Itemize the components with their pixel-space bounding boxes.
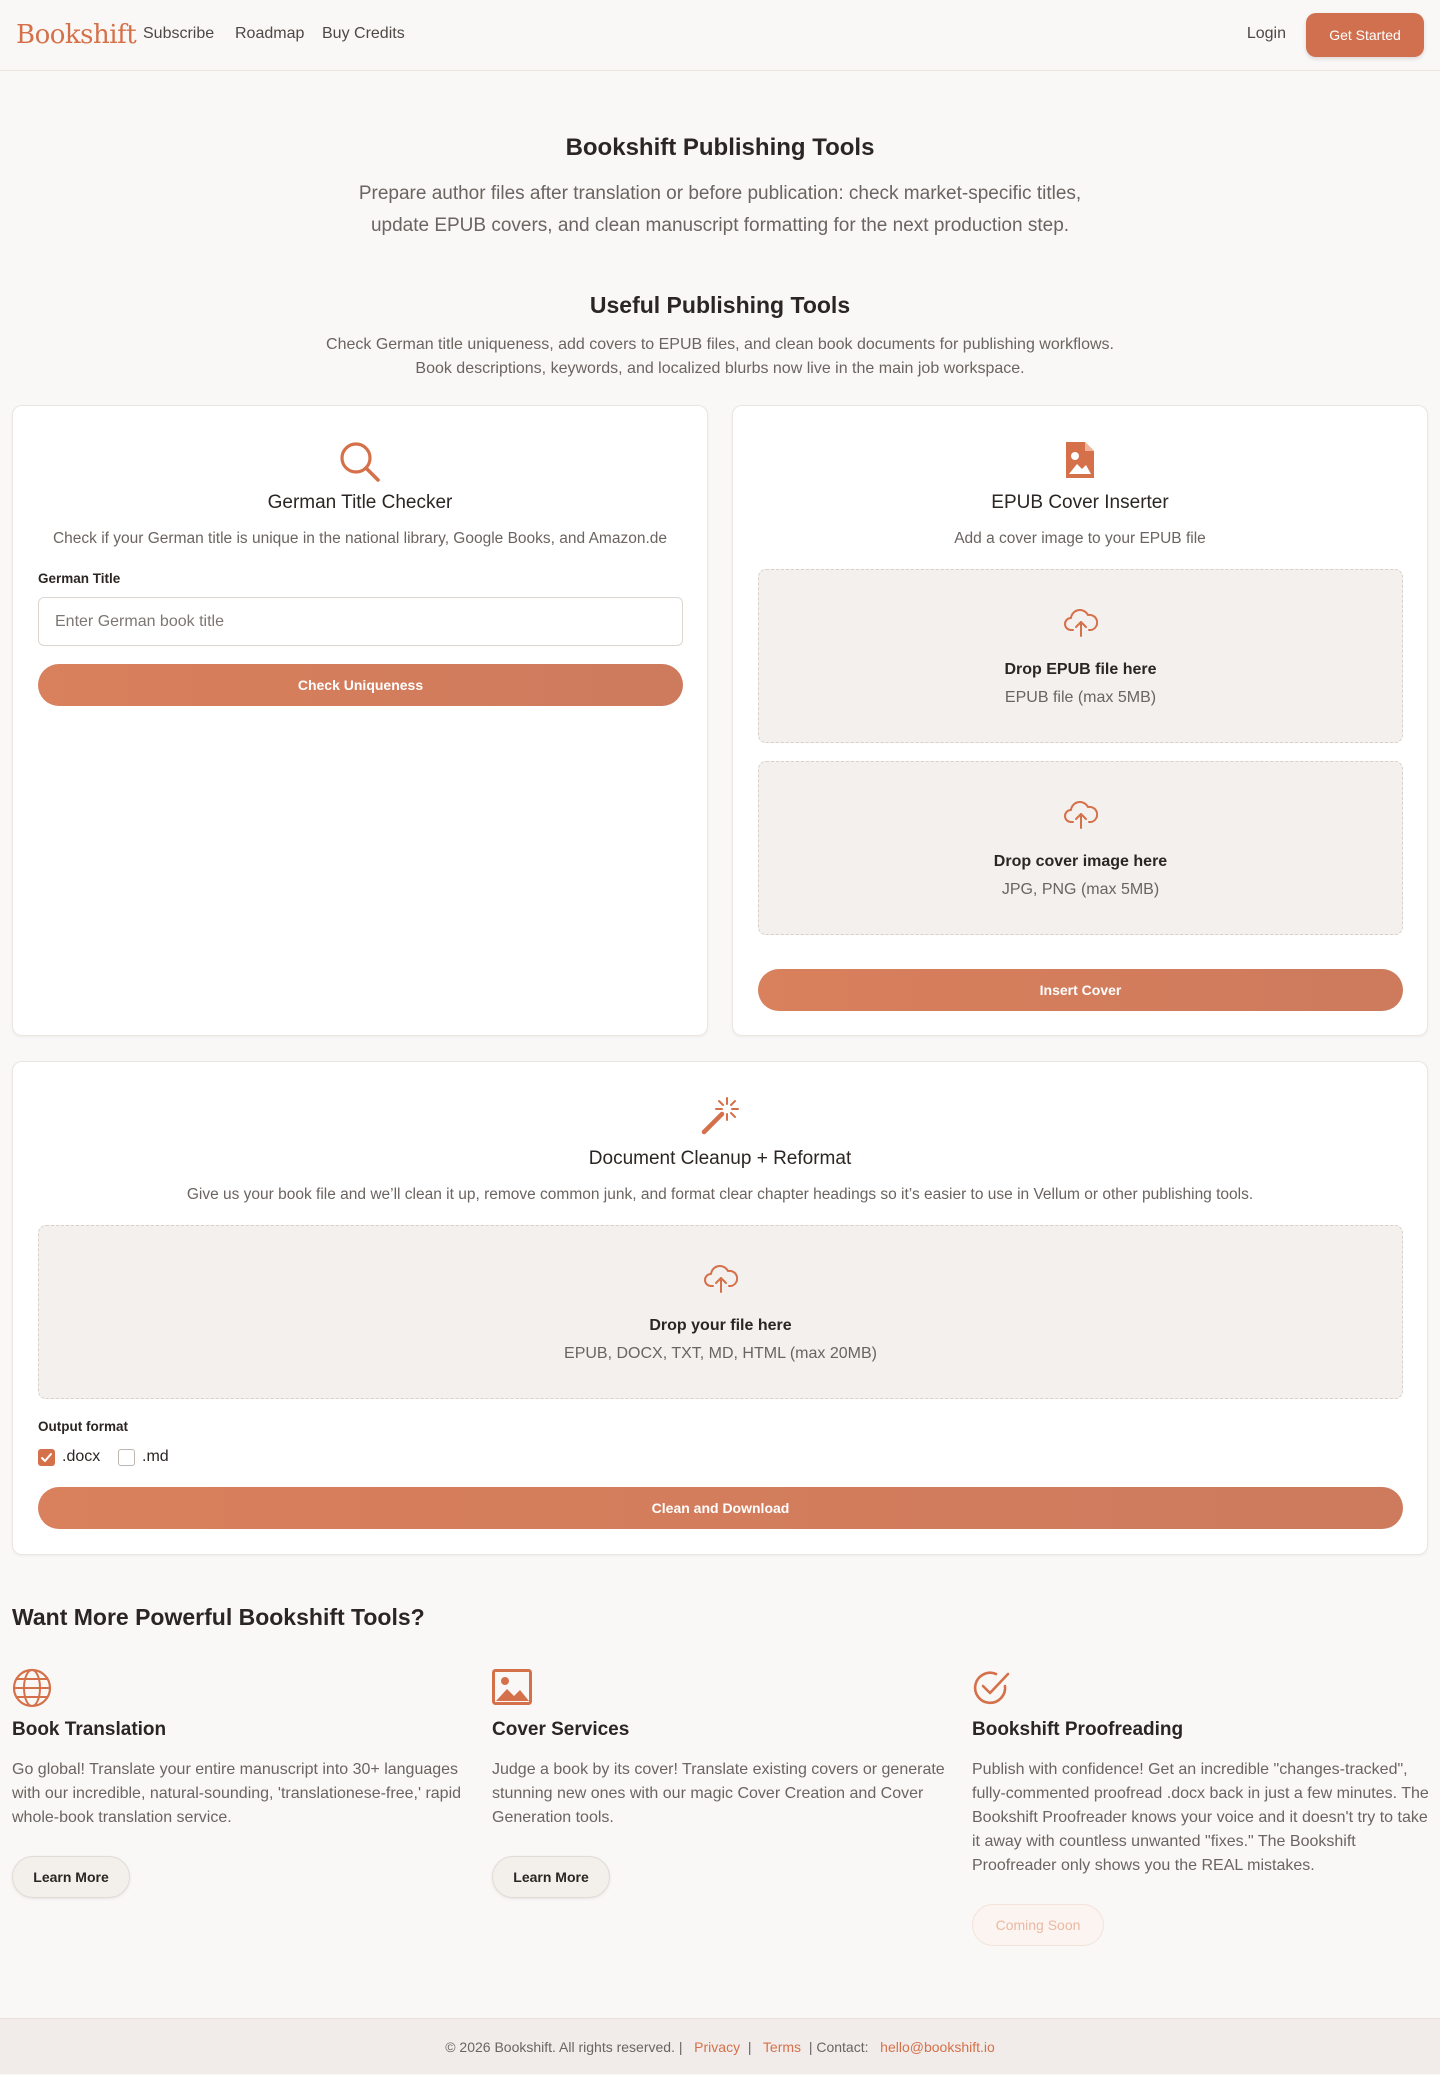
page-title: Bookshift Publishing Tools: [565, 134, 875, 161]
globe-icon: [12, 1668, 52, 1708]
german-title-label: German Title: [38, 571, 121, 586]
dropzone-title: Drop EPUB file here: [1004, 661, 1157, 678]
output-format-label: Output format: [38, 1419, 128, 1434]
feature-title-translation: Book Translation: [12, 1719, 167, 1740]
md-option-label[interactable]: .md: [142, 1448, 169, 1465]
login-link[interactable]: Login: [1246, 25, 1286, 42]
section-description-line-2: Book descriptions, keywords, and localized blurbs now live in the main job workspace.: [415, 360, 1025, 377]
picture-icon: [492, 1669, 532, 1705]
check-uniqueness-button[interactable]: Check Uniqueness: [38, 664, 683, 706]
upload-cloud-icon: [1064, 608, 1098, 638]
footer-contact-label: Contact:: [816, 2039, 869, 2055]
document-cleanup-card: [12, 1061, 1428, 1555]
top-nav: [0, 0, 1440, 71]
feature-title-proofreading: Bookshift Proofreading: [972, 1719, 1184, 1740]
card-title: German Title Checker: [267, 492, 453, 513]
german-title-input[interactable]: [38, 597, 683, 646]
clean-and-download-button[interactable]: Clean and Download: [38, 1487, 1403, 1529]
card-description: Check if your German title is unique in the national library, Google Books, and Amazon.de: [52, 530, 668, 547]
learn-more-cover-button[interactable]: Learn More: [492, 1856, 610, 1898]
dropzone-subtitle: JPG, PNG (max 5MB): [1001, 881, 1160, 898]
dropzone-subtitle: EPUB file (max 5MB): [1004, 689, 1157, 706]
magic-wand-icon: [700, 1096, 740, 1136]
logo[interactable]: Bookshift: [16, 20, 137, 50]
feature-description-proofreading: Publish with confidence! Get an incredible "changes-tracked", fully-commented proofread .docx back in just a few minutes. The Bookshift Proofreader knows your voice and it doesn't try to take it away with countless unwanted "fixes." The Bookshift Proofreader only shows you the REAL mistakes.: [972, 1761, 1429, 1874]
section-description-line-1: Check German title uniqueness, add covers to EPUB files, and clean book documents for publishing workflows.: [326, 336, 1114, 353]
insert-cover-button[interactable]: Insert Cover: [758, 969, 1403, 1011]
image-file-icon: [1063, 439, 1097, 481]
dropzone-title: Drop your file here: [649, 1317, 792, 1334]
footer-terms-link[interactable]: Terms: [762, 2039, 802, 2055]
feature-description-cover: Judge a book by its cover! Translate existing covers or generate stunning new ones with our magic Cover Creation and Cover Generation tools.: [492, 1761, 945, 1826]
card-title: EPUB Cover Inserter: [991, 492, 1169, 513]
docx-option-label[interactable]: .docx: [62, 1448, 101, 1465]
footer: [0, 2018, 1440, 2074]
card-title: Document Cleanup + Reformat: [588, 1148, 852, 1169]
nav-link-roadmap[interactable]: Roadmap: [235, 25, 305, 42]
document-dropzone[interactable]: [38, 1225, 1403, 1399]
card-description: Add a cover image to your EPUB file: [954, 530, 1206, 547]
footer-copyright: © 2026 Bookshift. All rights reserved.: [445, 2039, 675, 2055]
section-title: Useful Publishing Tools: [589, 292, 851, 318]
md-checkbox[interactable]: [118, 1449, 135, 1466]
check-circle-icon: [972, 1669, 1010, 1707]
docx-checkbox[interactable]: [38, 1449, 55, 1466]
cover-image-dropzone[interactable]: [758, 761, 1403, 935]
card-description: Give us your book file and we’ll clean it up, remove common junk, and format clear chapter headings so it’s easier to use in Vellum or other publishing tools.: [186, 1186, 1254, 1203]
upload-cloud-icon: [1064, 800, 1098, 830]
upload-cloud-icon: [704, 1264, 738, 1294]
nav-link-buy-credits[interactable]: Buy Credits: [322, 25, 405, 42]
search-icon: [338, 440, 382, 484]
epub-cover-inserter-card: [732, 405, 1428, 1036]
section-description: [0, 333, 1440, 381]
feature-description-translation: Go global! Translate your entire manuscript into 30+ languages with our incredible, natural-sounding, 'translationese-free,' rapid whole-book translation service.: [12, 1761, 462, 1826]
footer-privacy-link[interactable]: Privacy: [694, 2039, 741, 2055]
coming-soon-button: Coming Soon: [972, 1904, 1104, 1946]
feature-title-cover: Cover Services: [492, 1719, 630, 1740]
footer-separator: |: [743, 2039, 760, 2055]
german-title-checker-card: [12, 405, 708, 1036]
epub-dropzone[interactable]: [758, 569, 1403, 743]
dropzone-title: Drop cover image here: [993, 853, 1168, 870]
footer-email-link[interactable]: hello@bookshift.io: [880, 2039, 995, 2055]
get-started-button[interactable]: Get Started: [1306, 13, 1424, 57]
learn-more-translation-button[interactable]: Learn More: [12, 1856, 130, 1898]
checkmark-icon: [38, 1449, 55, 1466]
more-tools-title: Want More Powerful Bookshift Tools?: [12, 1604, 425, 1630]
footer-separator: |: [678, 2039, 691, 2055]
hero-description: Prepare author files after translation or before publication: check market-specific titles, update EPUB covers, and clean manuscript formatting for the next production step.: [358, 183, 1082, 236]
nav-link-subscribe[interactable]: Subscribe: [143, 25, 215, 42]
footer-separator: |: [804, 2039, 817, 2055]
dropzone-subtitle: EPUB, DOCX, TXT, MD, HTML (max 20MB): [564, 1345, 877, 1362]
